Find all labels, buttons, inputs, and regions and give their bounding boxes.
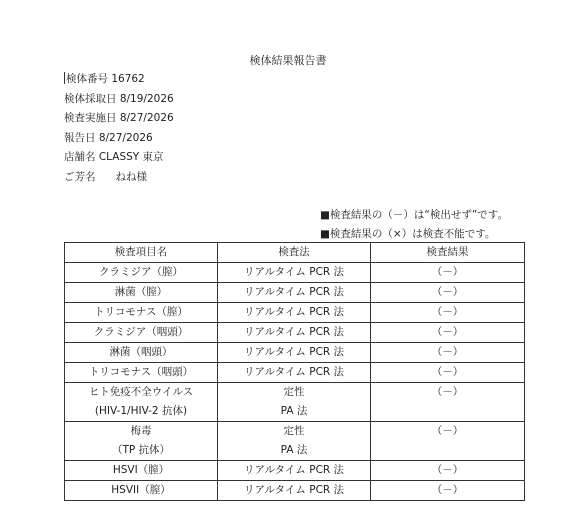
header-method: 検査法 — [218, 243, 371, 263]
table-row — [65, 303, 525, 323]
note-untestable: ■検査結果の（×）は検査不能です。 — [320, 228, 496, 240]
row-item: 淋菌（膣） — [65, 283, 218, 303]
row-item-line1: ヒト免疫不全ウイルス — [88, 386, 194, 398]
table-row — [65, 323, 525, 343]
row-method: リアルタイム PCR 法 — [218, 283, 371, 303]
row-result: （－） — [371, 283, 525, 303]
row-result: （－） — [371, 343, 525, 363]
row-method: リアルタイム PCR 法 — [218, 303, 371, 323]
row-method: リアルタイム PCR 法 — [218, 461, 371, 481]
header-result: 検査結果 — [371, 243, 525, 263]
row-item: 淋菌（咽頭） — [65, 343, 218, 363]
row-item: トリコモナス（咽頭） — [65, 363, 218, 383]
report-title: 検体結果報告書 — [249, 54, 327, 67]
table-header-row — [65, 243, 525, 263]
row-method-line1: 定性 — [283, 386, 305, 398]
specimen-number: 検体番号 16762 — [66, 73, 145, 85]
row-item: HSVI（膣） — [65, 461, 218, 481]
table-row — [65, 263, 525, 283]
row-method-line2: PA 法 — [280, 444, 308, 456]
row-method — [218, 422, 371, 461]
row-method: リアルタイム PCR 法 — [218, 481, 371, 501]
store-name: 店舗名 CLASSY 東京 — [64, 151, 164, 163]
row-method: リアルタイム PCR 法 — [218, 323, 371, 343]
collection-date: 検体採取日 8/19/2026 — [64, 92, 174, 105]
row-item — [65, 422, 218, 461]
row-method-line2: PA 法 — [280, 405, 308, 417]
text-cursor — [64, 72, 65, 84]
specimen-number-row — [64, 70, 174, 90]
row-item: クラミジア（膣） — [65, 263, 218, 283]
row-method: リアルタイム PCR 法 — [218, 343, 371, 363]
row-result: （－） — [371, 263, 525, 283]
report-date: 報告日 8/27/2026 — [64, 131, 153, 144]
row-result: （－） — [371, 481, 525, 501]
results-table — [64, 242, 525, 501]
row-item: HSVII（膣） — [65, 481, 218, 501]
row-method: リアルタイム PCR 法 — [218, 263, 371, 283]
row-result: （－） — [371, 383, 525, 422]
table-row — [65, 363, 525, 383]
row-method-line1: 定性 — [283, 425, 305, 437]
note-negative: ■検査結果の（－）は“検出せず”です。 — [320, 209, 508, 221]
table-row — [65, 481, 525, 501]
row-item: クラミジア（咽頭） — [65, 323, 218, 343]
row-result: （－） — [371, 363, 525, 383]
patient-name-row — [64, 168, 174, 188]
table-row — [65, 383, 525, 422]
patient-name-label: ご芳名 — [64, 170, 96, 183]
table-row — [65, 283, 525, 303]
test-date: 検査実施日 8/27/2026 — [64, 112, 174, 124]
row-item — [65, 383, 218, 422]
row-item-line1: 梅毒 — [130, 425, 152, 437]
row-result: （－） — [371, 461, 525, 481]
row-result: （－） — [371, 303, 525, 323]
result-notes — [320, 206, 508, 244]
row-item: トリコモナス（膣） — [65, 303, 218, 323]
specimen-info — [64, 70, 174, 187]
table-row — [65, 461, 525, 481]
row-item-line2: (HIV-1/HIV-2 抗体) — [94, 405, 188, 417]
table-row — [65, 343, 525, 363]
row-result: （－） — [371, 323, 525, 343]
row-item-line2: （TP 抗体） — [111, 444, 171, 456]
row-method: リアルタイム PCR 法 — [218, 363, 371, 383]
header-item: 検査項目名 — [65, 243, 218, 263]
row-result: （－） — [371, 422, 525, 461]
table-row — [65, 422, 525, 461]
row-method — [218, 383, 371, 422]
patient-name: ねね様 — [115, 170, 147, 183]
